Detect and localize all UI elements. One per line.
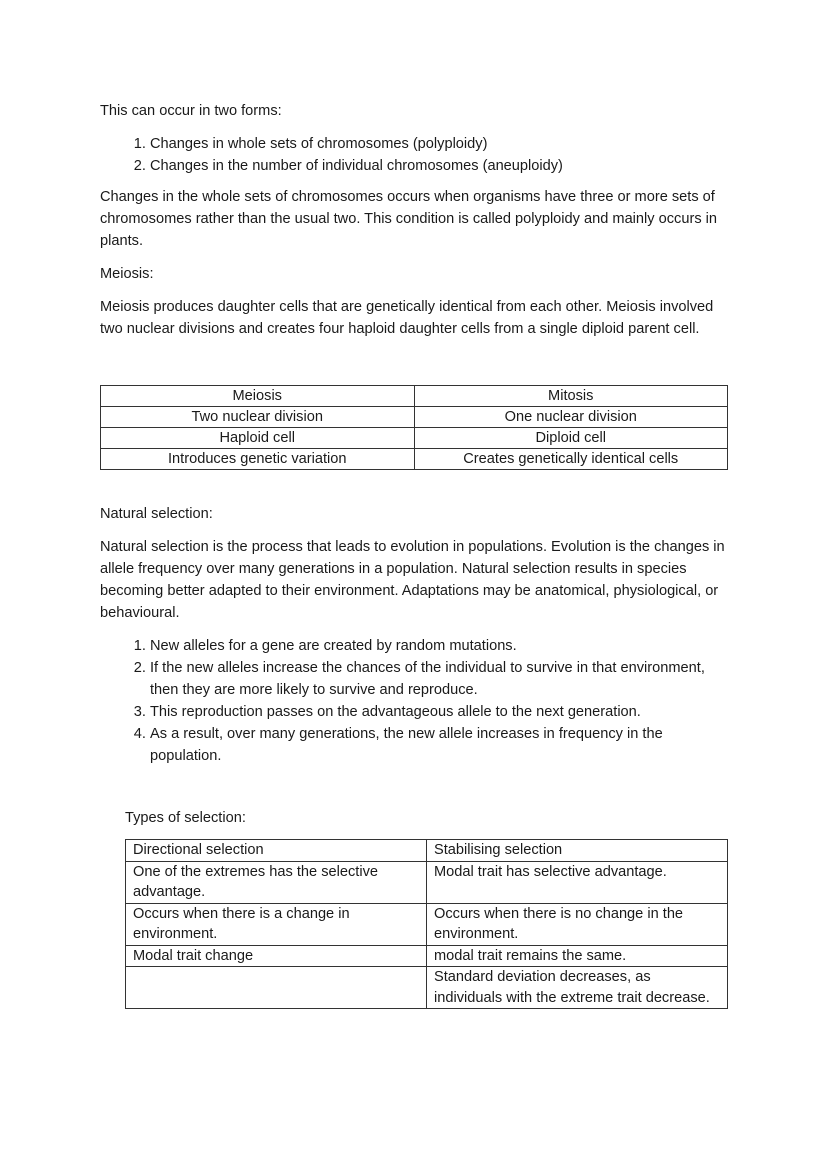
list-item: 1. Changes in whole sets of chromosomes (polyploidy) [150, 133, 730, 155]
table-cell: Modal trait change [126, 945, 427, 967]
table-cell: Occurs when there is no change in the environment. [427, 903, 728, 945]
table-row [101, 407, 728, 428]
natural-selection-paragraph: Natural selection is the process that leads to evolution in populations. Evolution is the changes in allele frequency over many generations in a population. Natural selection results in species becoming better adapted to their environment. Adaptations may be anatomical, physiological, or behavioural. [100, 539, 725, 621]
intro-text: This can occur in two forms: [100, 103, 282, 119]
meiosis-mitosis-table [100, 385, 728, 470]
table-cell: Occurs when there is a change in environment. [126, 903, 427, 945]
meiosis-paragraph: Meiosis produces daughter cells that are genetically identical from each other. Meiosis involved two nuclear divisions and creates four haploid daughter cells from a single diploid parent cell. [100, 299, 714, 337]
table-cell: Mitosis [414, 386, 728, 407]
table-row [101, 386, 728, 407]
table-row [126, 903, 728, 945]
table-row [126, 967, 728, 1009]
table-cell: modal trait remains the same. [427, 945, 728, 967]
table-cell: Meiosis [101, 386, 415, 407]
table-cell: Two nuclear division [101, 407, 415, 428]
list-item: 3. This reproduction passes on the advantageous allele to the next generation. [150, 701, 730, 723]
table-row [126, 861, 728, 903]
forms-list [100, 133, 730, 177]
table-cell: Introduces genetic variation [101, 449, 415, 470]
table-row [126, 945, 728, 967]
selection-table [125, 839, 728, 1009]
table-row [126, 840, 728, 862]
table-cell: One of the extremes has the selective advantage. [126, 861, 427, 903]
meiosis-heading: Meiosis: [100, 266, 154, 282]
list-item: 4. As a result, over many generations, the new allele increases in frequency in the population. [150, 723, 730, 767]
steps-list [100, 635, 730, 767]
list-item: 2. If the new alleles increase the chances of the individual to survive in that environment, then they are more likely to survive and reproduce. [150, 657, 730, 701]
document-page [100, 100, 730, 1009]
table-cell [126, 967, 427, 1009]
table-cell: One nuclear division [414, 407, 728, 428]
types-of-selection-heading: Types of selection: [125, 810, 246, 826]
list-item: 2. Changes in the number of individual chromosomes (aneuploidy) [150, 155, 730, 177]
polyploidy-paragraph: Changes in the whole sets of chromosomes occurs when organisms have three or more sets of chromosomes rather than the usual two. This condition is called polyploidy and mainly occurs in plants. [100, 189, 718, 249]
table-cell: Stabilising selection [427, 840, 728, 862]
table-cell: Standard deviation decreases, as individuals with the extreme trait decrease. [427, 967, 728, 1009]
table-row [101, 428, 728, 449]
list-item: 1. New alleles for a gene are created by random mutations. [150, 635, 730, 657]
table-row [101, 449, 728, 470]
table-cell: Directional selection [126, 840, 427, 862]
table-cell: Haploid cell [101, 428, 415, 449]
table-cell: Modal trait has selective advantage. [427, 861, 728, 903]
table-cell: Creates genetically identical cells [414, 449, 728, 470]
natural-selection-heading: Natural selection: [100, 506, 213, 522]
table-cell: Diploid cell [414, 428, 728, 449]
